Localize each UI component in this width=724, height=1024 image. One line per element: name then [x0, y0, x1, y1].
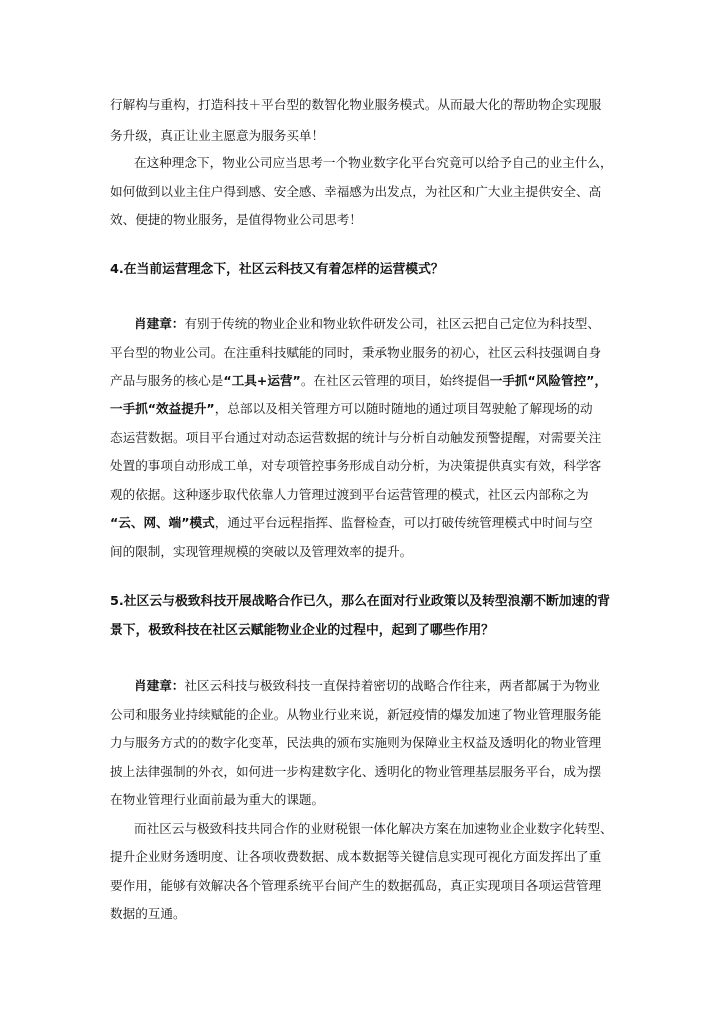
last-paragraph-line-3: 要作用，能够有效解决各个管理系统平台间产生的数据孤岛，真正实现项目各项运营管理 [110, 878, 602, 893]
paragraph-2-line-3: 效、便捷的物业服务，是值得物业公司思考！ [110, 212, 362, 227]
answer-4-line-3-mid: 。在社区云管理的项目，始终提倡 [300, 373, 490, 388]
answer-4-line-1 [134, 316, 630, 332]
paragraph-2-line-2: 如何做到以业主住户得到感、安全感、幸福感为出发点，为社区和广大业主提供安全、高 [110, 184, 602, 199]
answer-4-line-4-text: ，总部以及相关管理方可以随时随地的通过项目驾驶舱了解现场的动 [214, 401, 593, 416]
answer-5-line-2: 公司和服务业持续赋能的企业。从物业行业来说，新冠疫情的爆发加速了物业管理服务能 [110, 707, 602, 722]
answer-4-risk-control: 一手抓“风险管控”， [489, 373, 608, 388]
answer-4-line-2: 平台型的物业公司。在注重科技赋能的同时，秉承物业服务的初心，社区云科技强调自身 [110, 345, 602, 360]
answer-5-line-3: 力与服务方式的的数字化变革，民法典的颁布实施则为保障业主权益及透明化的物业管理 [110, 735, 602, 750]
question-5-heading-line-1: 5.社区云与极致科技开展战略合作已久，那么在面对行业政策以及转型浪潮不断加速的背 [110, 594, 611, 609]
answer-4-line-5: 态运营数据。项目平台通过对动态运营数据的统计与分析自动触发预警提醒，对需要关注 [110, 430, 602, 445]
answer-4-line-3-pre: 产品与服务的核心是 [110, 373, 224, 388]
answer-4-tools-operation: “工具+运营” [223, 373, 301, 388]
answer-5-speaker: 肖建章： [134, 678, 185, 693]
answer-4-speaker: 肖建章： [134, 316, 185, 331]
answer-4-line-1-text: 有别于传统的物业企业和物业软件研发公司，社区云把自己定位为科技型、 [184, 316, 600, 331]
paragraph-1-line-1: 行解构与重构，打造科技＋平台型的数智化物业服务模式。从而最大化的帮助物企实现服 [110, 97, 602, 112]
question-5-heading-line-2: 景下，极致科技在社区云赋能物业企业的过程中，起到了哪些作用？ [110, 623, 494, 638]
answer-5-line-1 [134, 678, 630, 694]
last-paragraph-line-2: 提升企业财务透明度、让各项收费数据、成本数据等关键信息实现可视化方面发挥出了重 [110, 849, 602, 864]
answer-4-benefit-improvement: 一手抓“效益提升” [110, 401, 215, 416]
answer-4-line-3 [110, 373, 630, 389]
answer-4-line-4 [110, 401, 630, 417]
question-4-heading: 4.在当前运营理念下，社区云科技又有着怎样的运营模式？ [110, 262, 444, 277]
answer-4-line-8-text: ，通过平台远程指挥、监督检查，可以打破传统管理模式中时间与空 [214, 515, 593, 530]
answer-4-cloud-net-end: “云、网、端”模式 [110, 515, 215, 530]
last-paragraph-line-4: 数据的互通。 [110, 906, 186, 921]
paragraph-1-line-2: 务升级，真正让业主愿意为服务买单！ [110, 128, 325, 143]
answer-5-line-5: 在物业管理行业面前最为重大的课题。 [110, 792, 325, 807]
answer-4-line-6: 处置的事项自动形成工单，对专项管控事务形成自动分析，为决策提供真实有效，科学客 [110, 458, 602, 473]
last-paragraph-line-1: 而社区云与极致科技共同合作的业财税银一体化解决方案在加速物业企业数字化转型、 [134, 821, 613, 836]
answer-4-line-7: 观的依据。这种逐步取代依靠人力管理过渡到平台运营管理的模式，社区云内部称之为 [110, 487, 589, 502]
paragraph-2-line-1: 在这种理念下，物业公司应当思考一个物业数字化平台究竟可以给予自己的业主什么， [134, 155, 613, 170]
answer-4-line-8 [110, 515, 630, 531]
answer-5-line-4: 披上法律强制的外衣，如何进一步构建数字化、透明化的物业管理基层服务平台，成为摆 [110, 764, 602, 779]
answer-5-line-1-text: 社区云科技与极致科技一直保持着密切的战略合作往来，两者都属于为物业 [184, 678, 600, 693]
answer-4-line-9: 间的限制，实现管理规模的突破以及管理效率的提升。 [110, 544, 413, 559]
